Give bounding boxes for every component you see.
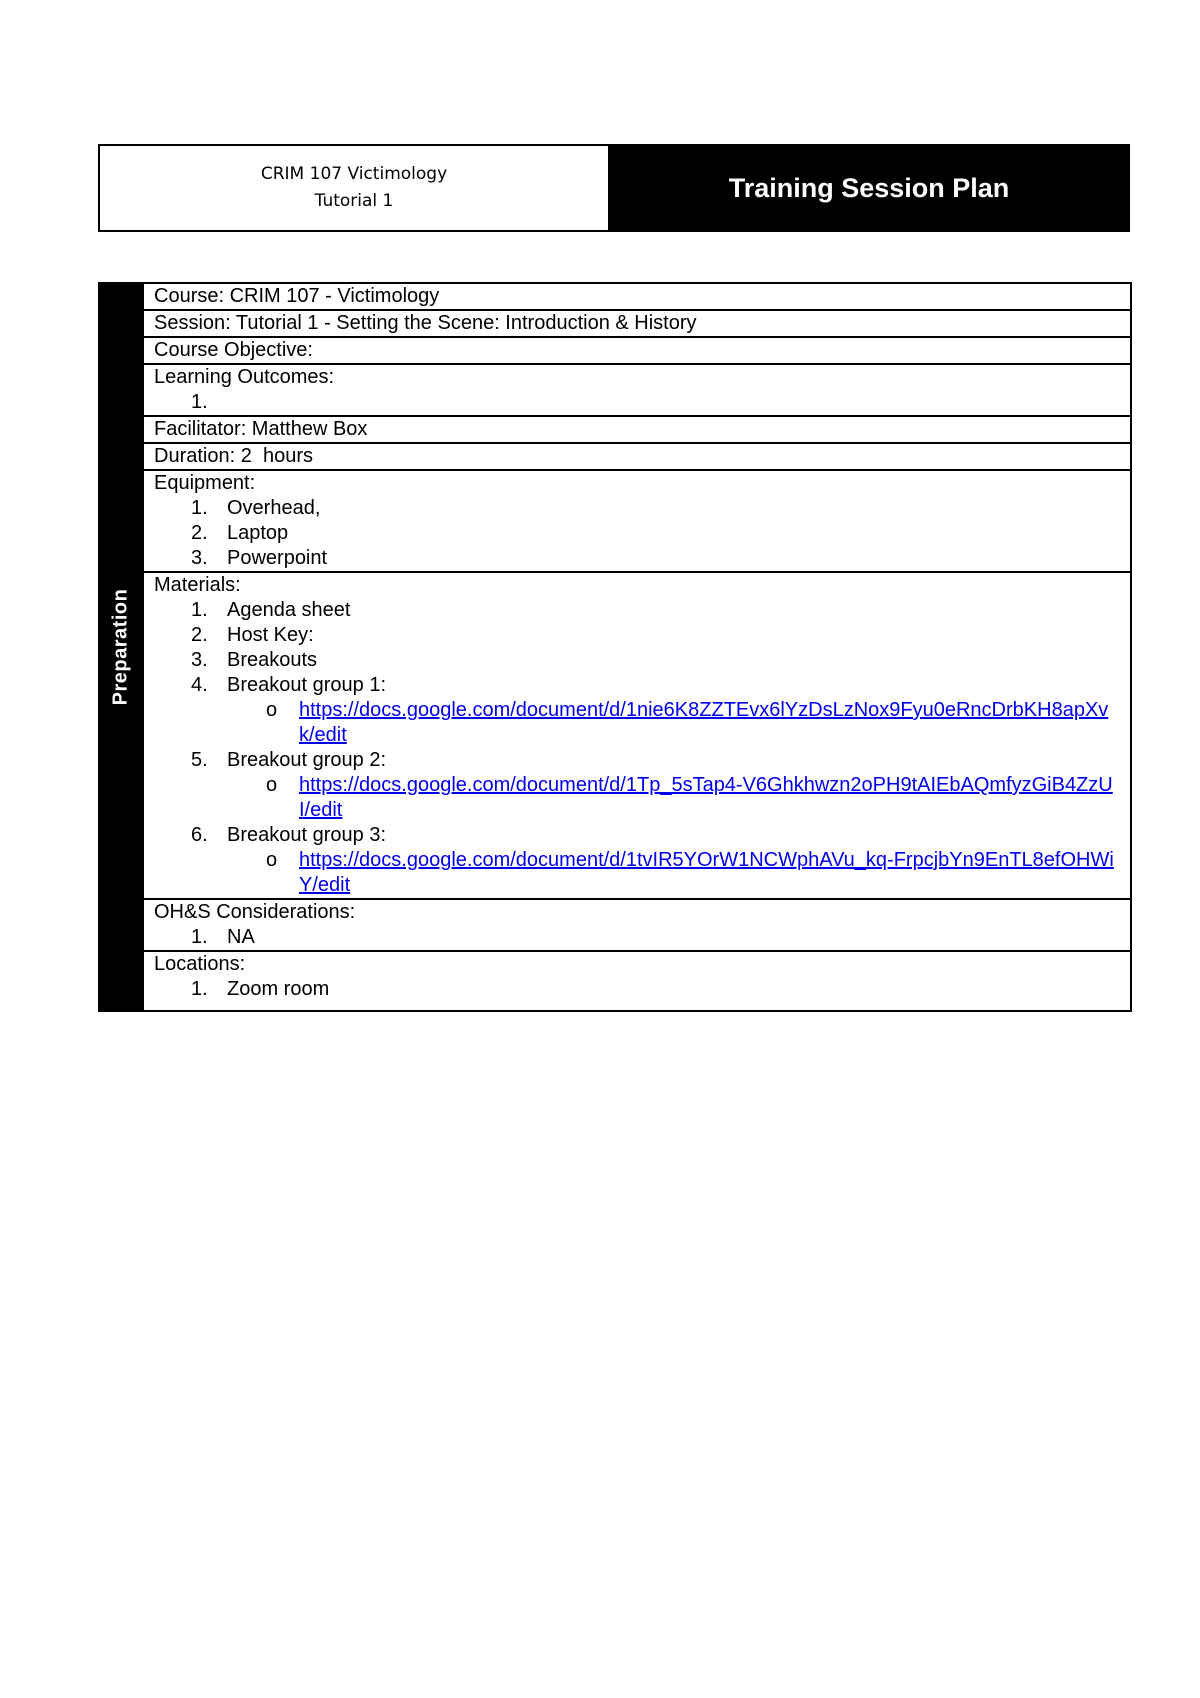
session-text: Session: Tutorial 1 - Setting the Scene: Introduction & History [154, 312, 697, 334]
list-item [154, 390, 1120, 415]
list-text: Zoom room [227, 978, 330, 1000]
header-course-info [100, 146, 610, 230]
list-text: Laptop [227, 522, 289, 544]
list-text: Host Key: [227, 624, 314, 646]
list-number: 1. [191, 599, 208, 621]
sub-list-item [154, 773, 1120, 823]
learning-outcomes-row [144, 365, 1130, 417]
equipment-label: Equipment: [154, 472, 256, 494]
learning-outcomes-label: Learning Outcomes: [154, 366, 335, 388]
list-text: Breakout group 2: [227, 749, 386, 771]
bullet-icon: o [266, 699, 278, 721]
list-number: 3. [191, 649, 208, 671]
materials-label: Materials: [154, 574, 241, 596]
materials-row [144, 573, 1130, 900]
list-item [154, 496, 1120, 521]
ohs-row [144, 900, 1130, 952]
list-text: NA [227, 926, 255, 948]
list-number: 1. [191, 978, 208, 1000]
breakout-group-3-link[interactable]: https://docs.google.com/document/d/1tvIR5YOrW1NCWphAVu_kq-FrpcjbYn9EnTL8efOHWiY/edit [299, 849, 1114, 896]
list-item [154, 648, 1120, 673]
tutorial-line: Tutorial 1 [314, 191, 394, 211]
list-item [154, 823, 1120, 848]
locations-label: Locations: [154, 953, 246, 975]
list-item [154, 748, 1120, 773]
list-text: Agenda sheet [227, 599, 351, 621]
facilitator-row [144, 417, 1130, 444]
facilitator-text: Facilitator: Matthew Box [154, 418, 368, 440]
sub-list-item [154, 848, 1120, 898]
bullet-icon: o [266, 774, 278, 796]
list-number: 1. [191, 926, 208, 948]
list-item [154, 598, 1120, 623]
course-row [144, 284, 1130, 311]
list-number: 4. [191, 674, 208, 696]
breakout-group-2-link[interactable]: https://docs.google.com/document/d/1Tp_5sTap4-V6Ghkhwzn2oPH9tAIEbAQmfyzGiB4ZzUI/edit [299, 774, 1113, 821]
sub-list-item [154, 698, 1120, 748]
list-text: Breakout group 1: [227, 674, 386, 696]
list-text: Overhead, [227, 497, 321, 519]
list-text: Breakouts [227, 649, 318, 671]
bullet-icon: o [266, 849, 278, 871]
list-number: 6. [191, 824, 208, 846]
list-number: 3. [191, 547, 208, 569]
header-box [98, 144, 1130, 232]
course-objective-row [144, 338, 1130, 365]
course-text: Course: CRIM 107 - Victimology [154, 285, 440, 307]
side-band [98, 282, 144, 1012]
list-item [154, 546, 1120, 571]
list-item [154, 623, 1120, 648]
side-label: Preparation [109, 588, 132, 706]
list-item [154, 925, 1120, 950]
duration-row [144, 444, 1130, 471]
list-item [154, 673, 1120, 698]
duration-text: Duration: 2 hours [154, 445, 313, 467]
preparation-table [98, 282, 1132, 1012]
table-rows [144, 282, 1132, 1012]
breakout-group-1-link[interactable]: https://docs.google.com/document/d/1nie6K8ZZTEvx6lYzDsLzNox9Fyu0eRncDrbKH8apXvk/edit [299, 699, 1109, 746]
list-number: 2. [191, 522, 208, 544]
course-line: CRIM 107 Victimology [260, 164, 448, 184]
list-number: 1. [191, 497, 208, 519]
list-number: 1. [191, 391, 208, 413]
list-item [154, 521, 1120, 546]
list-text: Breakout group 3: [227, 824, 386, 846]
locations-row [144, 952, 1130, 1002]
list-item [154, 977, 1120, 1002]
session-row [144, 311, 1130, 338]
list-number: 5. [191, 749, 208, 771]
equipment-row [144, 471, 1130, 573]
list-text: Powerpoint [227, 547, 328, 569]
ohs-label: OH&S Considerations: [154, 901, 356, 923]
course-objective-text: Course Objective: [154, 339, 313, 361]
list-number: 2. [191, 624, 208, 646]
page-title: Training Session Plan [610, 146, 1128, 230]
